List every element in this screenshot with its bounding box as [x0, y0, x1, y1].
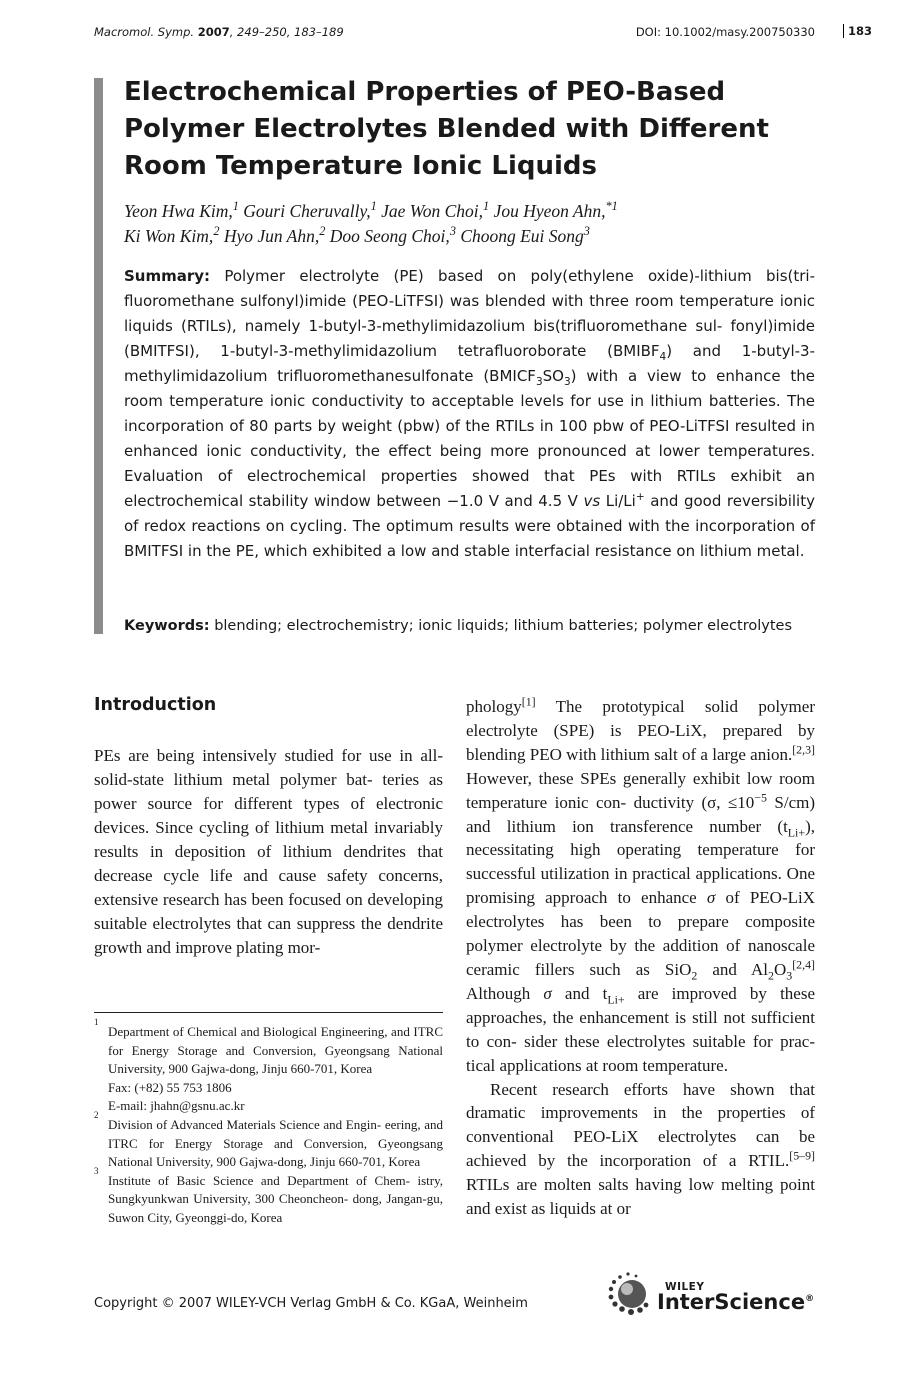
citation-ref[interactable]: [5–9] — [789, 1148, 815, 1163]
keywords-line — [124, 615, 824, 637]
copyright-notice: Copyright © 2007 WILEY-VCH Verlag GmbH & Co. KGaA, Weinheim — [94, 1296, 528, 1311]
author-name: Gouri Cheruvally, — [243, 201, 371, 221]
body-text: The prototypical solid polymer electrolyte (SPE) is PEO-LiX, prepared by blending PEO with lithium salt of a large anion. — [466, 697, 815, 764]
sigma-symbol: σ — [543, 983, 552, 1003]
author-affiliation: 2 — [319, 224, 326, 239]
summary-subscript: 3 — [535, 376, 543, 388]
journal-pages: , 249–250, 183–189 — [229, 25, 344, 39]
summary-subscript: 3 — [563, 376, 571, 388]
footnote: 1 Department of Chemical and Biological Engineering, and ITRC for Energy Storage and Conversion, Gyeongsang National University, 900 Gajwa-dong, Jinju 660-701, Korea Fax: (+82) 55 753 1806 E-mail: jhahn@gsnu.ac.kr — [94, 1017, 443, 1114]
author-affiliation: 1 — [232, 199, 239, 214]
footnotes — [94, 1017, 443, 1228]
intro-right-paragraph-2 — [466, 1078, 815, 1221]
body-text: are improved by these approaches, the enhancement is still not sufficient to con- sider these electrolytes suitable for prac- tical applications at room temperature. — [466, 983, 815, 1075]
interscience-logo-text: InterScience — [657, 1290, 806, 1314]
citation-ref[interactable]: [2,3] — [792, 742, 815, 757]
summary-text: ) and 1-butyl-3-methylimidazolium trifluoromethanesulfonate (BMICF — [124, 342, 816, 385]
abstract-side-bar — [94, 78, 103, 634]
body-text: ), necessitating high operating temperature for successful utilization in practical applications. One promising approach to enhance — [466, 816, 815, 908]
author-name: Doo Seong Choi, — [329, 226, 450, 246]
body-text: of PEO-LiX electrolytes has been to prepare composite polymer electrolyte by the addition of nanoscale ceramic fillers such as SiO — [466, 888, 815, 979]
body-text: O — [773, 959, 787, 979]
body-text: phology — [466, 697, 522, 716]
summary-text: Li/Li — [605, 492, 636, 510]
summary-italic: vs — [583, 492, 601, 510]
subscript: 3 — [786, 968, 793, 983]
author-affiliation: 2 — [213, 224, 220, 239]
author-affiliation: 3 — [583, 224, 590, 239]
author-list — [124, 199, 824, 249]
page-number: 183 — [843, 24, 872, 38]
footnote-line: Institute of Basic Science and Department of Chem- istry, Sungkyunkwan University, 300 Cheoncheon- dong, Jangan-gu, Suwon City, Gyeonggi-do, Korea — [108, 1172, 443, 1225]
sigma-symbol: σ — [706, 888, 716, 908]
body-text: and Al — [712, 959, 769, 979]
running-header-citation — [94, 25, 344, 39]
keywords-label: Keywords: — [124, 618, 210, 634]
article-title: Electrochemical Properties of PEO-Based Polymer Electrolytes Blended with Different Room Temperature Ionic Liquids — [124, 77, 769, 181]
body-text: S/cm) and lithium ion transference number (t — [466, 792, 815, 836]
introduction-heading: Introduction — [94, 695, 217, 715]
intro-right-paragraph-1 — [466, 695, 815, 1078]
subscript: Li+ — [787, 824, 806, 839]
intro-left-paragraph: PEs are being intensively studied for use in all-solid-state lithium metal polymer bat- teries as power source for different types of electronic devices. Since cycling of lithium metal invariably results in deposition of lithium dendrites that decrease cycle life and cause safety concerns, extensive research has been focused on developing suitable electrolytes that can suppress the dendrite growth and improve plating mor- — [94, 746, 443, 957]
subscript: Li+ — [607, 992, 625, 1007]
summary-label: Summary: — [124, 267, 211, 285]
author-affiliation: 3 — [449, 224, 456, 239]
summary-subscript: 4 — [659, 351, 667, 363]
body-text: However, these SPEs generally exhibit low room temperature ionic con- ductivity (σ, ≤10 — [466, 768, 815, 812]
body-text: Recent research efforts have shown that dramatic improvements in the properties of conventional PEO-LiX electrolytes can be achieved by the incorporation of a RTIL. — [466, 1079, 815, 1171]
footnote-line: Division of Advanced Materials Science and Engin- eering, and ITRC for Energy Storage and Conversion, Gyeongsang National University, 900 Gajwa-dong, Jinju 660-701, Korea — [108, 1116, 443, 1170]
body-text: Although — [466, 983, 531, 1003]
summary-text: ) with a view to enhance the room temperature ionic conductivity to acceptable levels for use in lithium batteries. The incorporation of 80 parts by weight (pbw) of the RTILs in 100 pbw of PEO-LiTFSI resulted in enhanced ionic conductivity, the effect being more pronounced at lower temperatures. Evaluation of electrochemical properties showed that PEs with RTILs exhibit an electrochemical stability window between −1.0 V and 4.5 V — [124, 367, 816, 510]
author-name: Jae Won Choi, — [381, 201, 484, 221]
summary-text: Polymer electrolyte (PE) based on poly(ethylene oxide)-lithium bis(tri- fluoromethane sulfonyl)imide (PEO-LiTFSI) was blended with three room temperature ionic liquids (RTILs), namely 1-butyl-3-methylimidazolium bis(trifluoromethane sul- fonyl)imide (BMITFSI), 1-butyl-3-methylimidazolium tetrafluoroborate (BMIBF — [124, 267, 815, 360]
citation-ref[interactable]: [2,4] — [792, 957, 816, 972]
keywords-text: blending; electrochemistry; ionic liquids; lithium batteries; polymer electrolytes — [214, 618, 792, 634]
footnote-email[interactable]: E-mail: jhahn@gsnu.ac.kr — [108, 1098, 245, 1114]
footnote: 2 Division of Advanced Materials Science and Engin- eering, and ITRC for Energy Storage and Conversion, Gyeongsang National University, 900 Gajwa-dong, Jinju 660-701, Korea — [94, 1109, 443, 1170]
summary-text: SO — [542, 367, 564, 385]
author-name: Ki Won Kim, — [124, 226, 214, 246]
journal-year: 2007 — [197, 25, 230, 39]
footnote: 3 Institute of Basic Science and Department of Chem- istry, Sungkyunkwan University, 300 Cheoncheon- dong, Jangan-gu, Suwon City, Gyeonggi-do, Korea — [94, 1165, 443, 1225]
footnote-divider — [94, 1012, 443, 1013]
author-name: Yeon Hwa Kim, — [124, 201, 233, 221]
summary-superscript: + — [635, 491, 645, 503]
author-affiliation: *1 — [605, 199, 618, 214]
footnote-line: Department of Chemical and Biological Engineering, and ITRC for Energy Storage and Conversion, Gyeongsang National University, 900 Gajwa-dong, Jinju 660-701, Korea — [108, 1024, 443, 1077]
registered-mark: ® — [805, 1294, 815, 1304]
body-text: and t — [564, 983, 608, 1003]
wiley-logo-text: WILEY — [665, 1281, 705, 1293]
author-name: Hyo Jun Ahn, — [223, 226, 320, 246]
author-name: Choong Eui Song — [460, 226, 584, 246]
footnote-line: Fax: (+82) 55 753 1806 — [108, 1079, 232, 1095]
interscience-logo — [657, 1290, 814, 1314]
summary-text: and good reversibility of redox reactions on cycling. The optimum results were obtained with the incorporation of BMITFSI in the PE, which exhibited a low and stable interfacial resistance on lithium metal. — [124, 492, 815, 560]
journal-name: Macromol. Symp. — [94, 25, 195, 39]
author-affiliation: 1 — [483, 199, 490, 214]
intro-right-column — [466, 695, 815, 1221]
abstract-summary — [124, 264, 815, 564]
subscript: 2 — [691, 968, 698, 983]
doi-text[interactable]: DOI: 10.1002/masy.200750330 — [635, 25, 815, 39]
subscript: 2 — [768, 968, 774, 983]
body-text: RTILs are molten salts having low melting point and exist as liquids at or — [466, 1175, 815, 1219]
citation-ref[interactable]: [1] — [521, 694, 536, 709]
author-affiliation: 1 — [370, 199, 377, 214]
author-name: Jou Hyeon Ahn, — [493, 201, 606, 221]
exponent: −5 — [754, 789, 767, 804]
